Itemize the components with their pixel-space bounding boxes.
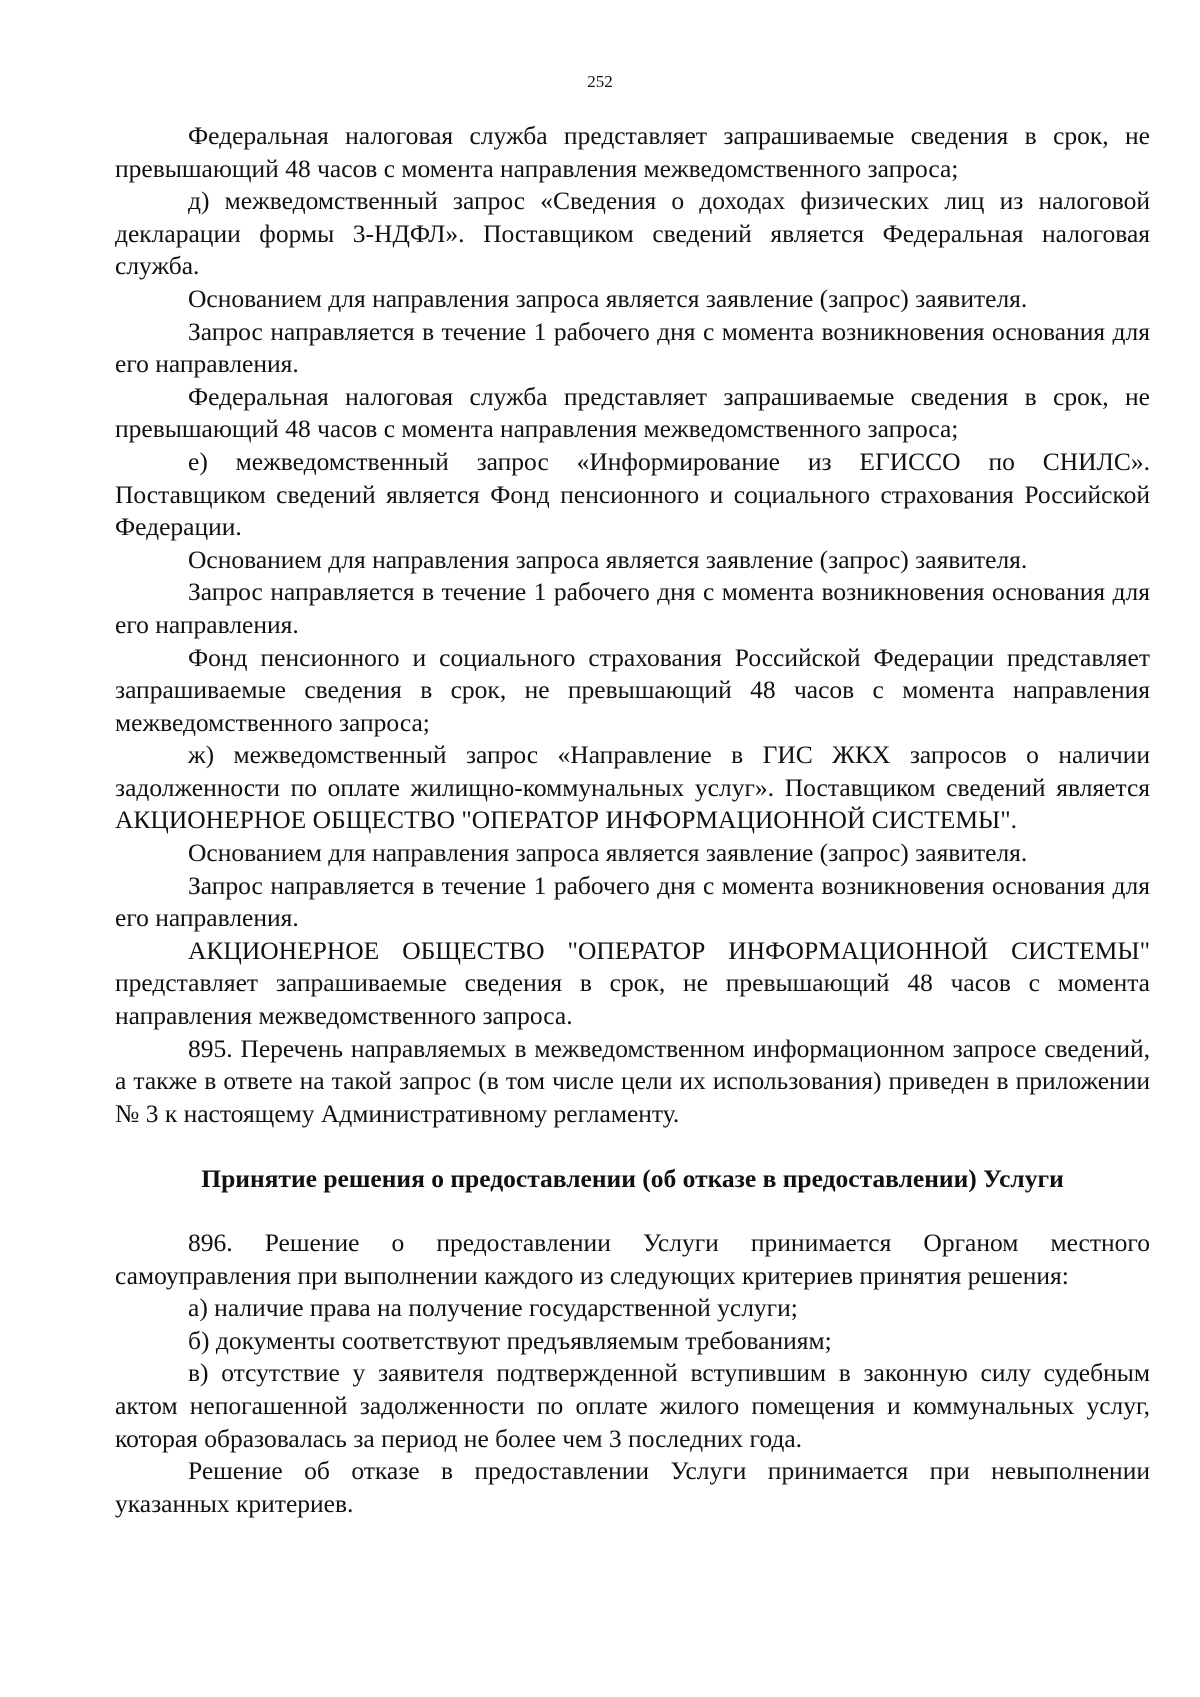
paragraph: Запрос направляется в течение 1 рабочего дня с момента возникновения основания для его направления.: [115, 577, 1150, 639]
criteria-item: в) отсутствие у заявителя подтвержденной вступившим в законную силу судебным актом непогашенной задолженности по оплате жилого помещения и коммунальных услуг, которая образовалась за период не более чем 3 последних года.: [115, 1358, 1150, 1453]
paragraph: е) межведомственный запрос «Информирование из ЕГИССО по СНИЛС». Поставщиком сведений является Фонд пенсионного и социального страхования Российской Федерации.: [115, 446, 1150, 542]
paragraph: Запрос направляется в течение 1 рабочего дня с момента возникновения основания для его направления.: [115, 316, 1150, 379]
paragraph: Федеральная налоговая служба представляет запрашиваемые сведения в срок, не превышающий 48 часов с момента направления межведомственного запроса;: [115, 381, 1150, 444]
page-number: 252: [587, 72, 613, 91]
paragraph-item-895: 895. Перечень направляемых в межведомственном информационном запросе сведений, а также в ответе на такой запрос (в том числе цели их использования) приведен в приложении № 3 к настоящему Административному регламенту.: [115, 1033, 1150, 1128]
criteria-item: а) наличие права на получение государственной услуги;: [188, 1293, 798, 1323]
paragraph: Федеральная налоговая служба представляет запрашиваемые сведения в срок, не превышающий 48 часов с момента направления межведомственного запроса;: [115, 121, 1150, 183]
document-body: [115, 120, 1150, 1520]
criteria-item: б) документы соответствуют предъявляемым требованиям;: [188, 1325, 832, 1355]
paragraph: Основанием для направления запроса является заявление (запрос) заявителя.: [188, 838, 1028, 868]
section-heading: Принятие решения о предоставлении (об отказе в предоставлении) Услуги: [201, 1164, 1064, 1194]
paragraph: д) межведомственный запрос «Сведения о доходах физических лиц из налоговой декларации формы 3-НДФЛ». Поставщиком сведений является Федеральная налоговая служба.: [115, 186, 1150, 281]
paragraph: Фонд пенсионного и социального страхования Российской Федерации представляет запрашиваемые сведения в срок, не превышающий 48 часов с момента направления межведомственного запроса;: [115, 642, 1150, 737]
paragraph: Основанием для направления запроса является заявление (запрос) заявителя.: [188, 544, 1028, 574]
paragraph: Запрос направляется в течение 1 рабочего дня с момента возникновения основания для его направления.: [115, 870, 1150, 933]
paragraph: Основанием для направления запроса является заявление (запрос) заявителя.: [188, 283, 1028, 313]
paragraph: АКЦИОНЕРНОЕ ОБЩЕСТВО "ОПЕРАТОР ИНФОРМАЦИОННОЙ СИСТЕМЫ" представляет запрашиваемые сведения в срок, не превышающий 48 часов с момента направления межведомственного запроса.: [115, 935, 1150, 1031]
paragraph: Решение об отказе в предоставлении Услуги принимается при невыполнении указанных критериев.: [115, 1456, 1150, 1518]
paragraph: ж) межведомственный запрос «Направление в ГИС ЖКХ запросов о наличии задолженности по оплате жилищно-коммунальных услуг». Поставщиком сведений является АКЦИОНЕРНОЕ ОБЩЕСТВО "ОПЕРАТОР ИНФОРМАЦИОННОЙ СИСТЕМЫ".: [115, 740, 1150, 835]
paragraph-item-896: 896. Решение о предоставлении Услуги принимается Органом местного самоуправления при выполнении каждого из следующих критериев принятия решения:: [115, 1228, 1150, 1290]
